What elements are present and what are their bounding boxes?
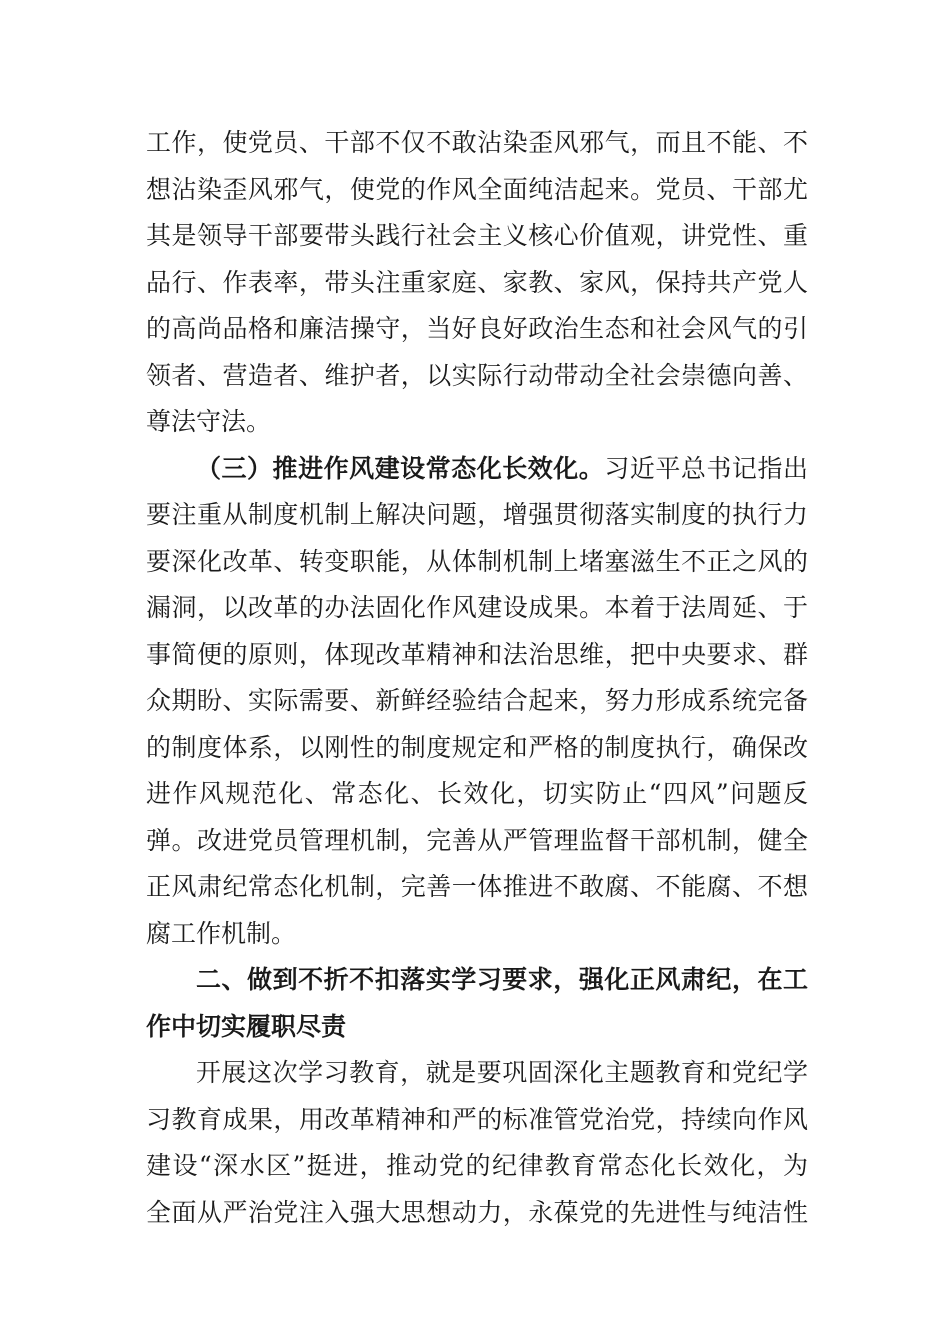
paragraph-line: 的高尚品格和廉洁操守，当好良好政治生态和社会风气的引: [146, 314, 808, 343]
paragraph-line: 工作，使党员、干部不仅不敢沾染歪风邪气，而且不能、不: [146, 128, 808, 157]
paragraph-line: 弹。改进党员管理机制，完善从严管理监督干部机制，健全: [146, 825, 808, 855]
paragraph-line: 建设“深水区”挺进，推动党的纪律教育常态化长效化，为: [146, 1151, 808, 1180]
section-2-heading-line-1: 二、做到不折不扣落实学习要求，强化正风肃纪，在工: [196, 965, 808, 994]
section-3-heading: （三）推进作风建设常态化长效化。: [196, 453, 605, 483]
paragraph-line: 漏洞，以改革的办法固化作风建设成果。本着于法周延、于: [146, 593, 808, 622]
paragraph-line: 腐工作机制。: [146, 918, 297, 948]
document-body: [146, 120, 808, 1236]
paragraph-line: 要深化改革、转变职能，从体制机制上堵塞滋生不正之风的: [146, 546, 808, 576]
paragraph-line: 品行、作表率，带头注重家庭、家教、家风，保持共产党人: [146, 267, 808, 297]
paragraph-line: 领者、营造者、维护者，以实际行动带动全社会崇德向善、: [146, 360, 808, 390]
paragraph-line: 全面从严治党注入强大思想动力，永葆党的先进性与纯洁性: [146, 1197, 808, 1227]
paragraph-line: 进作风规范化、常态化、长效化，切实防止“四风”问题反: [146, 779, 808, 808]
section-2-heading-line-2: 作中切实履职尽责: [146, 1011, 347, 1041]
section-3-first-line: [146, 446, 808, 493]
paragraph-line: 尊法守法。: [146, 407, 272, 436]
paragraph-line: 的制度体系，以刚性的制度规定和严格的制度执行，确保改: [146, 732, 808, 762]
paragraph-line: 正风肃纪常态化机制，完善一体推进不敢腐、不能腐、不想: [146, 872, 808, 901]
section-3-first-line-text: 习近平总书记指出: [604, 453, 808, 483]
paragraph-line: 其是领导干部要带头践行社会主义核心价值观，讲党性、重: [146, 221, 808, 250]
paragraph-line: 事简便的原则，体现改革精神和法治思维，把中央要求、群: [146, 639, 808, 669]
paragraph-line: 众期盼、实际需要、新鲜经验结合起来，努力形成系统完备: [146, 686, 808, 715]
paragraph-line: 开展这次学习教育，就是要巩固深化主题教育和党纪学: [196, 1058, 808, 1087]
paragraph-line: 要注重从制度机制上解决问题，增强贯彻落实制度的执行力: [146, 500, 808, 529]
paragraph-line: 想沾染歪风邪气，使党的作风全面纯洁起来。党员、干部尤: [146, 174, 808, 204]
paragraph-line: 习教育成果，用改革精神和严的标准管党治党，持续向作风: [146, 1104, 808, 1134]
